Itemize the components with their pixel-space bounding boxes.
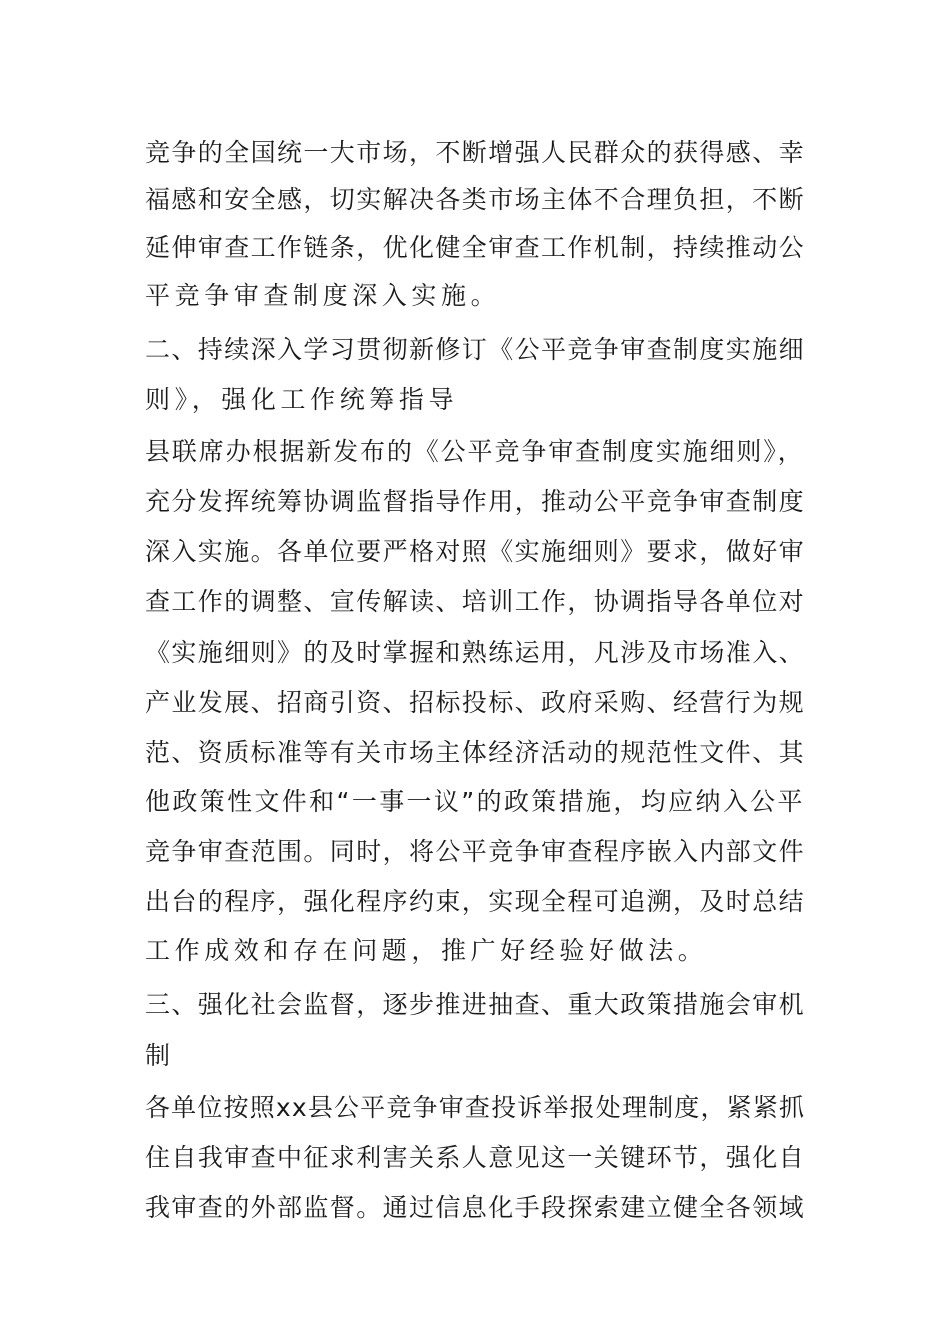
text-line: 工作成效和存在问题，推广好经验好做法。 xyxy=(145,936,708,965)
text-line: 住自我审查中征求利害关系人意见这一关键环节，强化自 xyxy=(145,1143,806,1172)
section-heading-2-cont: 则》，强化工作统筹指导 xyxy=(145,385,459,414)
text-line: 他政策性文件和“一事一议”的政策措施，均应纳入公平 xyxy=(145,787,805,816)
text-line: 延伸审查工作链条，优化健全审查工作机制，持续推动公 xyxy=(145,233,806,262)
text-line: 我审查的外部监督。通过信息化手段探索建立健全各领域 xyxy=(145,1193,806,1222)
text-line: 竞争审查范围。同时，将公平竞争审查程序嵌入内部文件 xyxy=(145,837,806,866)
text-line: 平竞争审查制度深入实施。 xyxy=(145,281,501,310)
section-heading-3: 三、强化社会监督，逐步推进抽查、重大政策措施会审机 xyxy=(145,990,806,1019)
text-line: 范、资质标准等有关市场主体经济活动的规范性文件、其 xyxy=(145,738,806,767)
text-line: 县联席办根据新发布的《公平竞争审查制度实施细则》， xyxy=(145,437,805,466)
text-line: 深入实施。各单位要严格对照《实施细则》要求，做好审 xyxy=(145,537,806,566)
text-line: 《实施细则》的及时掌握和熟练运用，凡涉及市场准入、 xyxy=(145,638,806,667)
text-line: 竞争的全国统一大市场，不断增强人民群众的获得感、幸 xyxy=(145,138,806,167)
text-line: 福感和安全感，切实解决各类市场主体不合理负担，不断 xyxy=(145,185,806,214)
section-heading-3-cont: 制 xyxy=(145,1041,175,1070)
text-line: 出台的程序，强化程序约束，实现全程可追溯，及时总结 xyxy=(145,887,806,916)
section-heading-2: 二、持续深入学习贯彻新修订《公平竞争审查制度实施细 xyxy=(145,335,806,364)
text-line: 充分发挥统筹协调监督指导作用，推动公平竞争审查制度 xyxy=(145,487,806,516)
text-line: 产业发展、招商引资、招标投标、政府采购、经营行为规 xyxy=(145,688,806,717)
text-line: 各单位按照xx县公平竞争审查投诉举报处理制度，紧紧抓 xyxy=(145,1093,806,1122)
text-line: 查工作的调整、宣传解读、培训工作，协调指导各单位对 xyxy=(145,587,806,616)
